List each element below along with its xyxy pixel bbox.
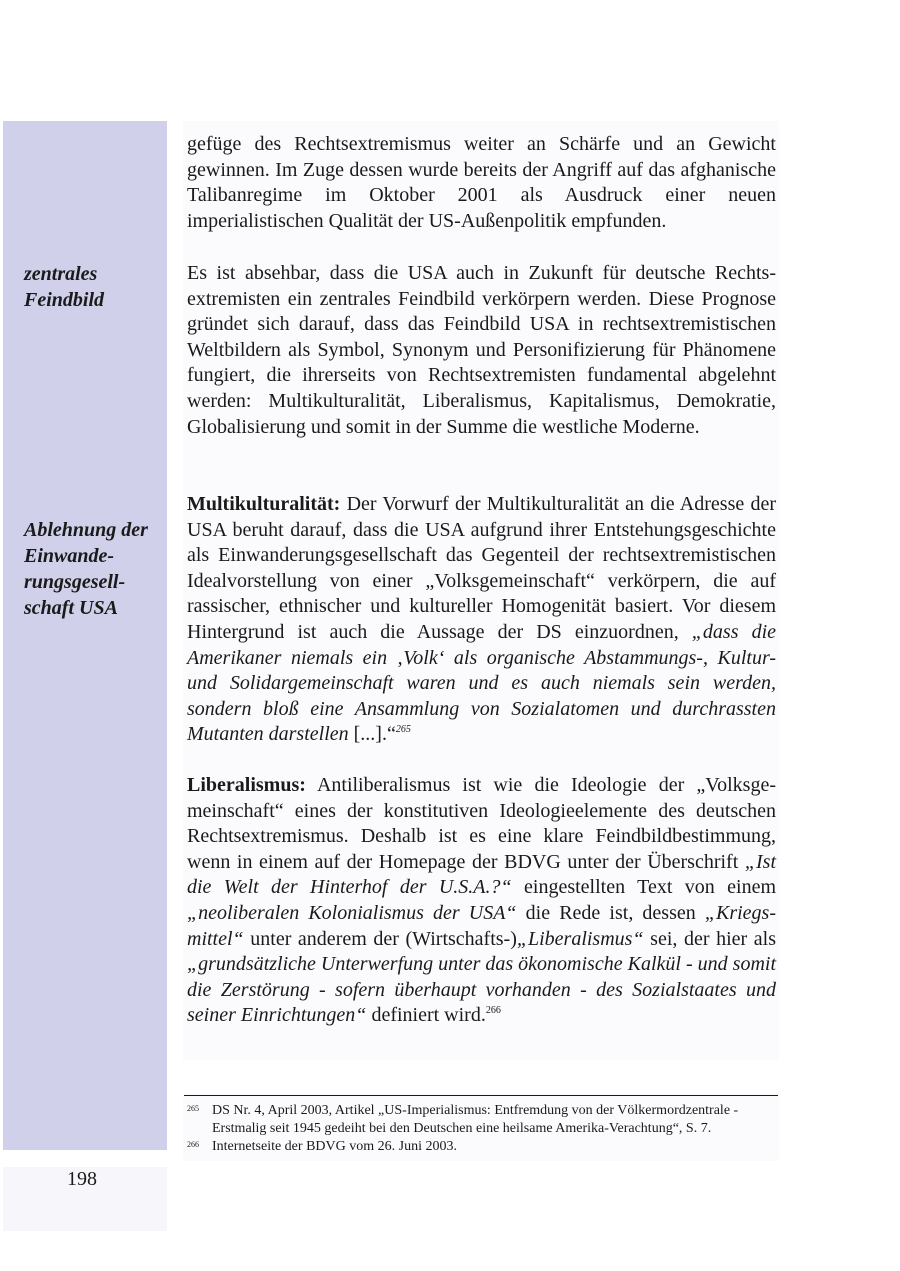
quote-run: „dass die Amerikaner niemals ein ‚Volk‘ als organische Abstammungs-, Kultur- und Solidargemeinschaft waren und es auch niemals sein werden, sondern bloß eine Ansammlung von Sozialatomen und durchrassten Mutanten darstellen <box>187 620 777 746</box>
footnote-265 <box>187 1102 779 1138</box>
margin-note-line: Ablehnung der <box>24 519 148 541</box>
margin-note-line: zentrales <box>24 263 98 285</box>
page-number: 198 <box>67 1168 97 1190</box>
margin-note-zentrales-feindbild <box>24 261 166 313</box>
quote-run: „Liberalismus“ <box>516 927 644 950</box>
quote-run: „neoliberalen Kolonialismus der USA“ <box>187 901 517 924</box>
margin-note-line: rungsgesell- <box>24 571 126 593</box>
footnote-text: DS Nr. 4, April 2003, Artikel „US-Imperialismus: Entfremdung von der Völkermordzentrale - Erstmalig seit 1945 gedeiht bei den Deutschen eine heilsame Amerika-Verachtung“, S. 7. <box>212 1103 739 1136</box>
text-run: Antiliberalismus ist wie die Ideologie der „Volksgemeinschaft“ eines der konstitutiven Ideologieelemente des deutschen Rechtsextremismus. Deshalb ist es eine klare Feindbildbestimmung, wenn in einem auf der Homepage der BDVG unter der Überschrift <box>187 774 776 873</box>
margin-note-einwanderungsgesellschaft <box>24 517 166 621</box>
quote-run: „Ist die Welt der Hinterhof der U.S.A.?“ <box>187 850 776 899</box>
paragraph-text: gefüge des Rechtsextremismus weiter an Schärfe und an Gewicht gewinnen. Im Zuge dessen wurde bereits der Angriff auf das afghanische Talibanregime im Oktober 2001 als Ausdruck einer neuen imperialistischen Qualität der US-Außenpolitik empfunden. <box>187 133 776 232</box>
margin-note-line: Feindbild <box>24 289 105 311</box>
paragraph-label: Liberalismus: <box>187 774 306 796</box>
margin-note-line: schaft USA <box>24 597 118 619</box>
text-run: definiert wird. <box>366 1004 486 1027</box>
paragraph-text <box>187 773 776 1029</box>
paragraph-label: Multikulturalität: <box>187 493 341 515</box>
paragraph-text: Es ist absehbar, dass die USA auch in Zukunft für deutsche Rechtsextremisten ein zentrales Feindbild verkörpern werden. Diese Prognose gründet sich darauf, dass das Feindbild USA in rechtsextremistischen Weltbildern als Symbol, Synonym und Personifizierung für Phänomene fungiert, die ihrerseits von Rechtsextremisten fundamental abgelehnt werden: Multikulturalität, Liberalismus, Kapitalismus, Demokratie, Globalisierung und somit in der Summe die westliche Moderne. <box>187 262 776 438</box>
quote-run: „Kriegsmittel“ <box>187 901 776 950</box>
paragraph-liberalismus <box>187 773 776 1029</box>
footnote-ref-266: 266 <box>485 1005 501 1017</box>
text-run: Der Vorwurf der Multikulturalität an die Adresse der USA beruht darauf, dass die USA aufgrund ihrer Entstehungsgeschichte als Einwanderungsgesellschaft das Gegenteil der rechtsextremistischen Idealvorstellung von einer „Volksgemeinschaft“ verkörpern, die auf rassischer, ethnischer und kultureller Homogenität basiert. Vor diesem Hintergrund ist auch die Aussage der DS einzuordnen, <box>187 493 776 643</box>
paragraph-multikulturalitaet <box>187 492 776 748</box>
text-run: unter anderem der (Wirtschafts-) <box>243 927 517 950</box>
footnote-number: 266 <box>187 1140 199 1149</box>
paragraph-intro <box>187 132 776 234</box>
paragraph-feindbild <box>187 261 776 440</box>
paragraph-text <box>187 492 776 748</box>
text-run: die Rede ist, dessen <box>516 901 705 924</box>
footnote-text: Internetseite der BDVG vom 26. Juni 2003. <box>212 1139 457 1154</box>
footnote-266 <box>187 1138 779 1156</box>
footnote-number: 265 <box>187 1104 199 1113</box>
quote-run: „grundsätzliche Unterwerfung unter das ökonomische Kalkül - und somit die Zerstörung - sofern überhaupt vorhanden - des Sozialstaates und seiner Einrichtungen“ <box>187 953 776 1027</box>
margin-note-line: Einwande- <box>24 545 115 567</box>
text-run: sei, der hier als <box>643 927 776 950</box>
text-run: [...].“ <box>348 723 396 746</box>
text-run: eingestellten Text von einem <box>511 876 776 899</box>
footnote-ref-265: 265 <box>395 724 411 736</box>
footnote-separator <box>184 1095 778 1096</box>
